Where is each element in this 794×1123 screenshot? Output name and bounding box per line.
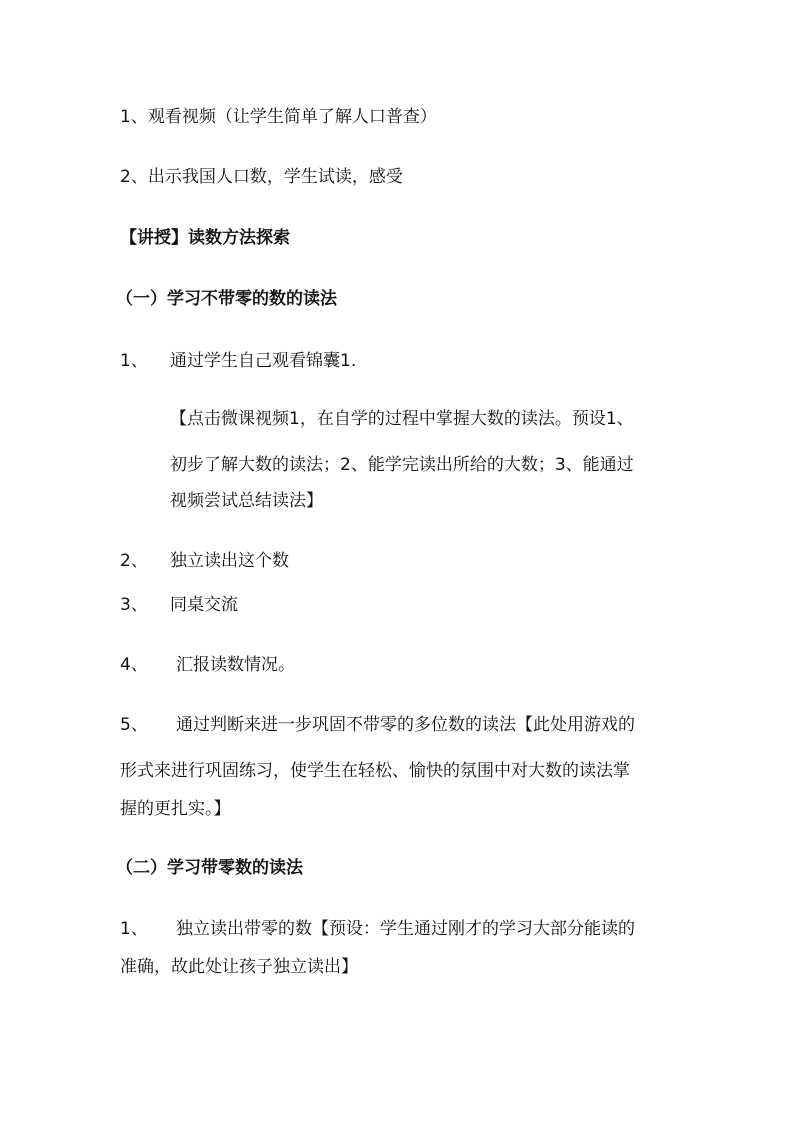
step-show-population: 2、出示我国人口数，学生试读，感受 <box>120 167 403 187</box>
heading-teach: 【讲授】读数方法探索 <box>120 228 290 248</box>
list-number: 5、 <box>120 715 148 735</box>
list-number: 4、 <box>120 655 148 675</box>
note-line: 视频尝试总结读法】 <box>170 491 323 511</box>
list-number: 1、 <box>120 919 148 939</box>
list-text: 通过学生自己观看锦囊1. <box>170 351 357 371</box>
list-number: 3、 <box>120 595 148 615</box>
note-line: 初步了解大数的读法；2、能学完读出所给的大数；3、能通过 <box>170 455 634 475</box>
list-text: 独立读出这个数 <box>170 551 289 571</box>
step-watch-video: 1、观看视频（让学生简单了解人口普查） <box>120 107 437 127</box>
heading-part-two: （二）学习带零数的读法 <box>116 858 303 878</box>
heading-part-one: （一）学习不带零的数的读法 <box>116 289 337 309</box>
continuation-line: 形式来进行巩固练习，使学生在轻松、愉快的氛围中对大数的读法掌 <box>120 761 630 781</box>
list-number: 2、 <box>120 551 148 571</box>
continuation-line: 握的更扎实。】 <box>120 799 231 819</box>
list-text: 汇报读数情况。 <box>176 655 295 675</box>
list-text: 通过判断来进一步巩固不带零的多位数的读法【此处用游戏的 <box>176 715 635 735</box>
list-text: 同桌交流 <box>170 595 238 615</box>
continuation-line: 准确，故此处让孩子独立读出】 <box>120 957 358 977</box>
note-line: 【点击微课视频1，在自学的过程中掌握大数的读法。预设1、 <box>170 409 634 429</box>
list-number: 1、 <box>120 351 148 371</box>
list-text: 独立读出带零的数【预设：学生通过刚才的学习大部分能读的 <box>176 919 635 939</box>
